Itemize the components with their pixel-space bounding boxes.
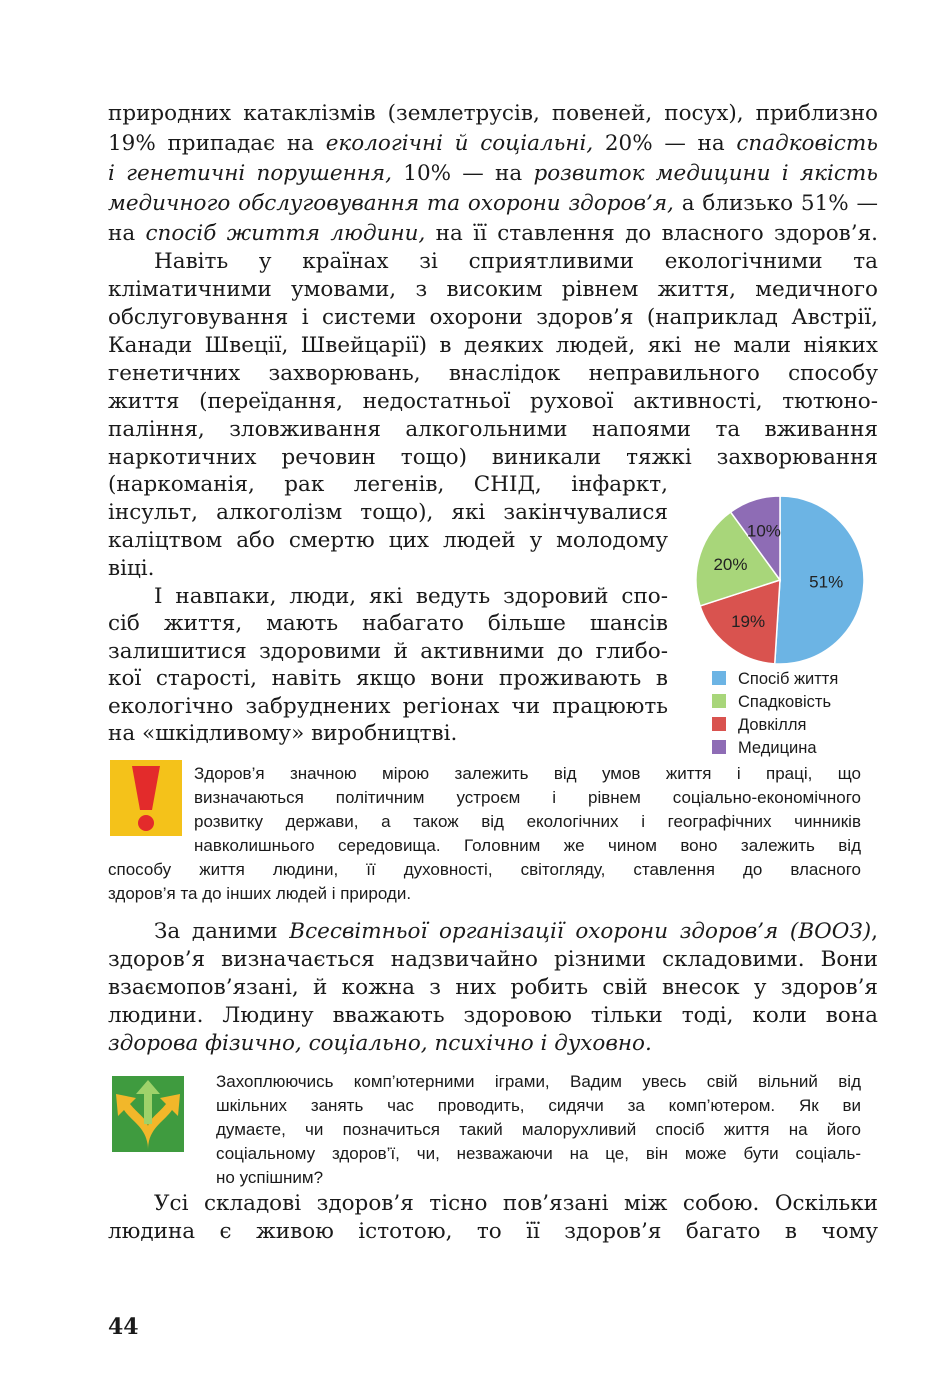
note-line: здоров’я та до інших людей і природи. bbox=[108, 884, 412, 903]
note-line: розвитку держави, а також від екологічних і географічних чинників bbox=[194, 812, 861, 831]
text-line: залишитися здоровими й активними до глибо- bbox=[108, 639, 668, 664]
page-number: 44 bbox=[108, 1314, 139, 1340]
text-line: життя (переїдання, недостатньої рухової активності, тютюно- bbox=[108, 389, 878, 414]
note-line: визначаються політичним устроєм і рівнем соціально-економічного bbox=[194, 788, 861, 807]
text-line: і генетичні порушення, 10% — на розвиток медицини і якість bbox=[108, 161, 879, 186]
text-line: наркотичних речовин тощо) виникали тяжкі захворювання bbox=[108, 445, 878, 470]
text-line: кої старості, навіть якщо вони проживають в bbox=[108, 666, 668, 691]
pie-slice-label: 19% bbox=[731, 612, 766, 632]
text-line: сіб життя, мають набагато більше шансів bbox=[108, 611, 668, 636]
legend-swatch bbox=[712, 671, 726, 685]
legend-swatch bbox=[712, 740, 726, 754]
text-line: на «шкідливому» виробництві. bbox=[108, 721, 458, 746]
legend-item bbox=[712, 668, 838, 690]
text-line: на спосіб життя людини, на її ставлення до власного здоров’я. bbox=[108, 221, 879, 246]
legend-item bbox=[712, 691, 831, 713]
text-line: генетичних захворювань, внаслідок неправильного способу bbox=[108, 361, 878, 386]
text-line: (наркоманія, рак легенів, СНІД, інфаркт, bbox=[108, 472, 668, 497]
legend-label: Спадковість bbox=[738, 693, 832, 711]
text-line: Канади Швеції, Швейцарії) в деяких людей, які не мали ніяких bbox=[108, 333, 878, 358]
text-line: Усі складові здоров’я тісно пов’язані між собою. Оскільки bbox=[154, 1191, 878, 1216]
pie-slice-label: 10% bbox=[746, 521, 781, 541]
note-line: думаєте, чи позначиться такий малорухливий спосіб життя на його bbox=[216, 1120, 861, 1139]
legend-item bbox=[712, 714, 806, 736]
legend-label: Спосіб життя bbox=[738, 670, 839, 688]
text-line: здорова фізично, соціально, психічно і духовно. bbox=[108, 1031, 652, 1056]
pie-slice-label: 51% bbox=[809, 572, 844, 592]
legend-item bbox=[712, 737, 817, 759]
pie-chart bbox=[690, 490, 880, 680]
text-line: екологічно забруднених регіонах чи працюють bbox=[108, 694, 668, 719]
text-line: обслуговування і системи охорони здоров’я (наприклад Австрії, bbox=[108, 305, 878, 330]
text-line: Навіть у країнах зі сприятливими екологічними та bbox=[154, 249, 878, 274]
note-line: Захоплюючись комп’ютерними іграми, Вадим увесь свій вільний від bbox=[216, 1072, 861, 1091]
text-line: медичного обслуговування та охорони здоров’я, а близько 51% — bbox=[108, 191, 878, 216]
legend-swatch bbox=[712, 694, 726, 708]
note-line: но успішним? bbox=[216, 1168, 324, 1187]
note-line: шкільних занять час проводить, сидячи за комп’ютером. Як ви bbox=[216, 1096, 861, 1115]
text-line: здоров’я визначається надзвичайно різними складовими. Вони bbox=[108, 947, 878, 972]
note-line: навколишнього середовища. Головним же чином воно залежить від bbox=[194, 836, 861, 855]
text-line: людина є живою істотою, то її здоров’я багато в чому bbox=[108, 1219, 878, 1244]
note-line: Здоров’я значною мірою залежить від умов життя і праці, що bbox=[194, 764, 861, 783]
text-line: І навпаки, люди, які ведуть здоровий спо- bbox=[154, 584, 668, 609]
pie-slice-label: 20% bbox=[713, 554, 748, 574]
text-line: взаємопов’язані, й кожна з них робить свій внесок у здоров’я bbox=[108, 975, 878, 1000]
text-line: кліматичними умовами, з високим рівнем життя, медичного bbox=[108, 277, 878, 302]
text-line: 19% припадає на екологічні й соціальні, 20% — на спадковість bbox=[108, 131, 879, 156]
text-line: віці. bbox=[108, 556, 155, 581]
exclamation-icon bbox=[110, 760, 182, 836]
note-line: способу життя людини, її духовності, світогляду, ставлення до власного bbox=[108, 860, 861, 879]
text-line: За даними Всесвітньої організації охорони здоров’я (ВООЗ), bbox=[154, 919, 878, 944]
text-line: природних катаклізмів (землетрусів, повеней, посух), приблизно bbox=[108, 101, 878, 126]
crossroads-arrows-icon bbox=[112, 1076, 184, 1152]
text-line: каліцтвом або смертю цих людей у молодому bbox=[108, 528, 668, 553]
note-line: соціальному здоров’ї, чи, незважаючи на це, він може бути соціаль- bbox=[216, 1144, 861, 1163]
legend-label: Довкілля bbox=[738, 716, 807, 734]
text-line: інсульт, алкоголізм тощо), які закінчувалися bbox=[108, 500, 668, 525]
legend-label: Медицина bbox=[738, 739, 817, 757]
text-line: людини. Людину вважають здоровою тільки тоді, коли вона bbox=[108, 1003, 878, 1028]
text-line: паління, зловживання алкогольними напоями та вживання bbox=[108, 417, 878, 442]
legend-swatch bbox=[712, 717, 726, 731]
